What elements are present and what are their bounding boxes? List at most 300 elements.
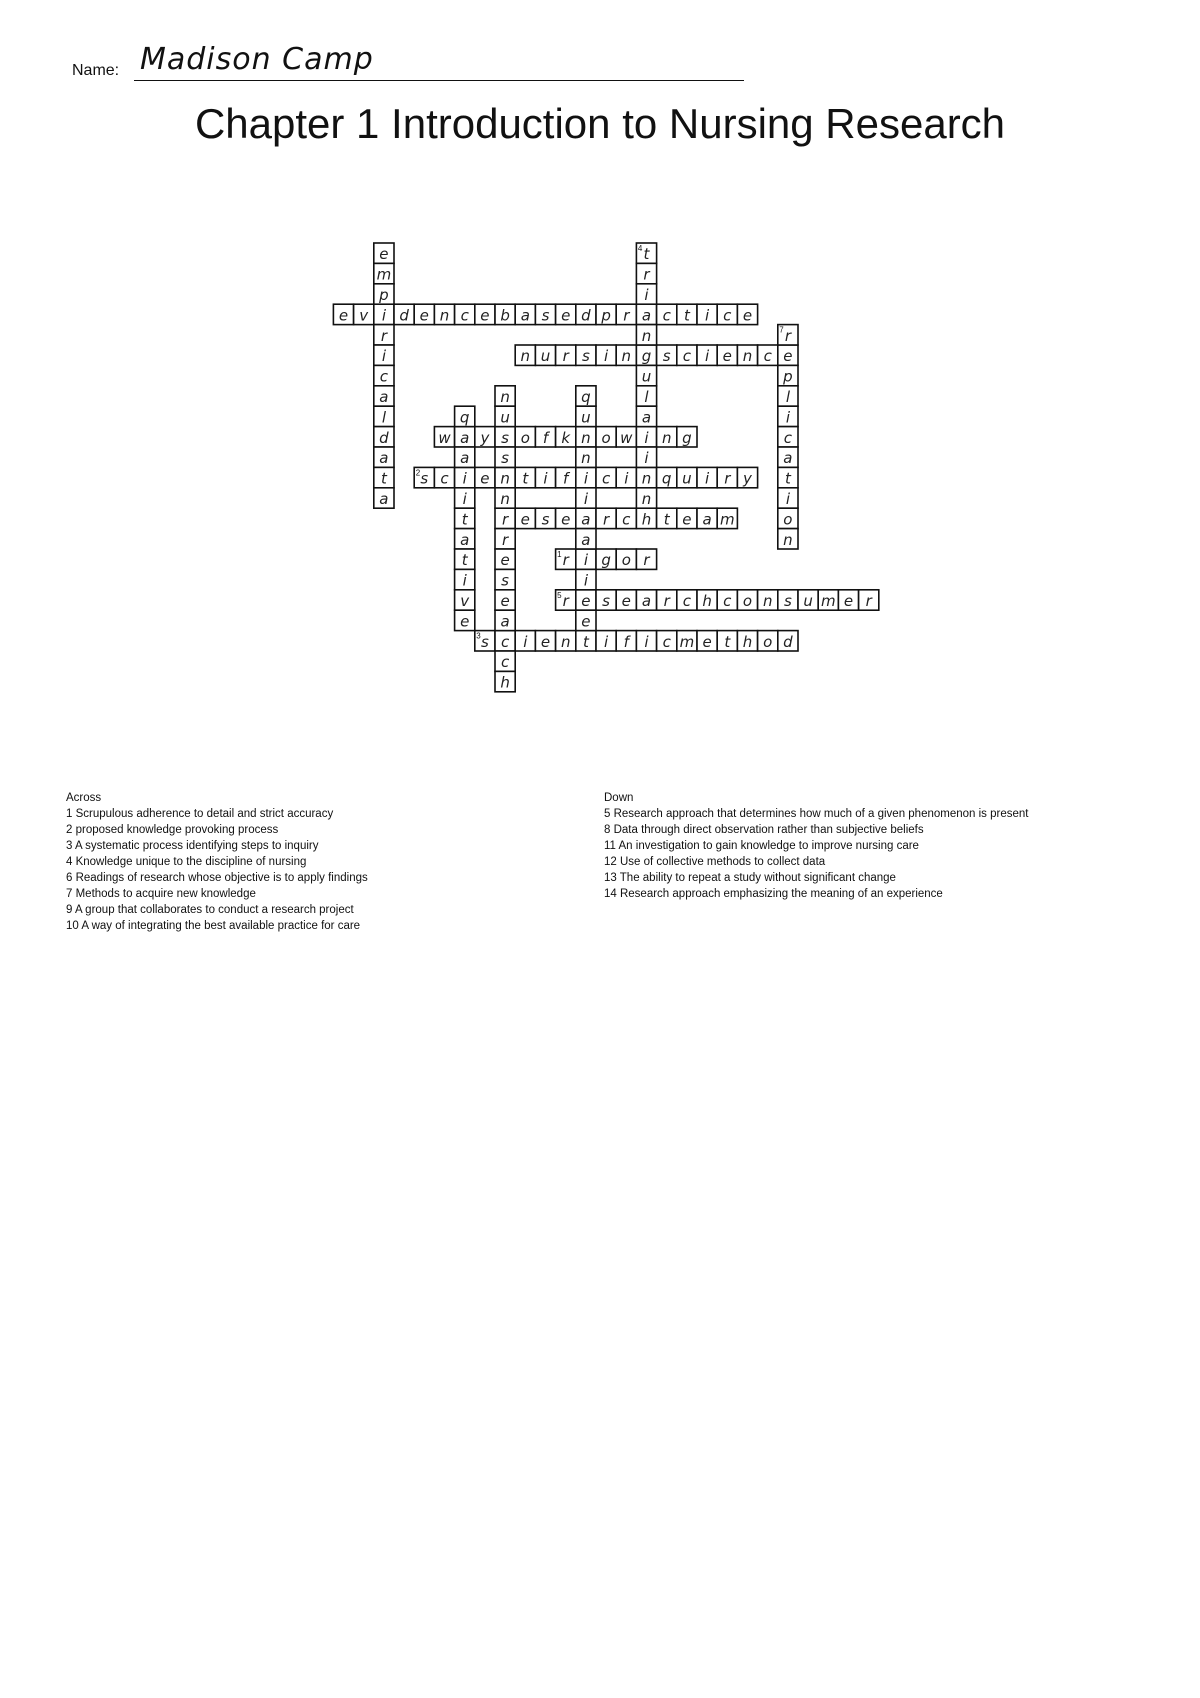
cell-letter: u	[500, 408, 510, 427]
grid-cell[interactable]	[778, 508, 798, 528]
grid-cell[interactable]	[455, 447, 475, 467]
cell-letter: y	[743, 469, 752, 488]
cell-letter: b	[500, 306, 510, 325]
grid-cell[interactable]	[394, 304, 414, 324]
cell-letter: n	[783, 530, 793, 549]
grid-cell[interactable]	[495, 488, 515, 508]
cell-letter: n	[581, 428, 591, 447]
clue-number: 5	[557, 590, 562, 600]
grid-cell[interactable]	[798, 590, 818, 610]
cell-letter: t	[643, 245, 650, 264]
grid-cell[interactable]	[778, 365, 798, 385]
cell-letter: n	[621, 347, 632, 366]
grid-cell[interactable]	[636, 406, 656, 426]
cell-letter: f	[623, 632, 629, 651]
grid-cell[interactable]	[636, 365, 656, 385]
clue-number: 1	[557, 550, 562, 559]
grid-cell[interactable]	[535, 304, 555, 324]
cell-letter: s	[783, 592, 792, 610]
cell-letter: s	[501, 449, 510, 468]
grid-cell[interactable]	[596, 467, 616, 487]
grid-cell[interactable]	[556, 467, 576, 487]
cell-letter: n	[641, 490, 652, 508]
grid-cell[interactable]	[455, 304, 475, 324]
cell-letter: s	[541, 306, 550, 325]
cell-letter: r	[724, 469, 731, 488]
grid-cell[interactable]	[495, 304, 515, 324]
grid-cell[interactable]	[778, 467, 798, 487]
cell-letter: c	[763, 347, 772, 366]
cell-letter: e	[379, 245, 389, 264]
cell-letter: e	[500, 592, 510, 610]
grid-cell[interactable]	[515, 304, 535, 324]
grid-cell[interactable]	[374, 427, 394, 447]
cell-letter: s	[501, 428, 510, 447]
grid-cell[interactable]	[576, 508, 596, 528]
grid-cell[interactable]	[636, 243, 656, 263]
grid-cell[interactable]	[495, 529, 515, 549]
grid-cell[interactable]	[616, 467, 636, 487]
grid-cell[interactable]	[374, 447, 394, 467]
grid-cell[interactable]	[596, 590, 616, 610]
cell-letter: a	[379, 449, 389, 468]
grid-cell[interactable]	[556, 590, 576, 610]
cell-letter: r	[643, 551, 650, 570]
grid-cell[interactable]	[657, 304, 677, 324]
cell-letter: t	[461, 510, 468, 529]
cell-letter: e	[621, 592, 631, 610]
grid-cell[interactable]	[374, 345, 394, 365]
grid-cell[interactable]	[697, 508, 717, 528]
grid-cell[interactable]	[636, 488, 656, 508]
grid-cell[interactable]	[677, 508, 697, 528]
across-clue: 9 A group that collaborates to conduct a research project	[66, 904, 354, 916]
grid-cell[interactable]	[576, 345, 596, 365]
grid-cell[interactable]	[636, 447, 656, 467]
cell-letter: t	[724, 632, 731, 651]
grid-cell[interactable]	[495, 631, 515, 651]
cell-letter: i	[583, 490, 588, 508]
across-clue: 3 A systematic process identifying steps to inquiry	[66, 840, 319, 852]
cell-letter: i	[462, 469, 467, 488]
grid-cell[interactable]	[455, 508, 475, 528]
grid-cell[interactable]	[596, 427, 616, 447]
cell-letter: r	[502, 510, 509, 529]
grid-cell[interactable]	[697, 345, 717, 365]
down-clue: 14 Research approach emphasizing the meaning of an experience	[604, 888, 943, 900]
grid-cell[interactable]	[657, 427, 677, 447]
cell-letter: a	[581, 510, 591, 529]
grid-cell[interactable]	[576, 304, 596, 324]
cell-letter: t	[784, 469, 791, 488]
grid-cell[interactable]	[556, 631, 576, 651]
grid-cell[interactable]	[616, 508, 636, 528]
grid-cell[interactable]	[636, 325, 656, 345]
grid-cell[interactable]	[697, 590, 717, 610]
grid-cell[interactable]	[576, 590, 596, 610]
cell-letter: p	[783, 367, 793, 386]
grid-cell[interactable]	[778, 590, 798, 610]
cell-letter: c	[440, 469, 449, 488]
cell-letter: c	[500, 653, 510, 672]
grid-cell[interactable]	[596, 508, 616, 528]
grid-cell[interactable]	[495, 406, 515, 426]
cell-letter: n	[661, 428, 672, 447]
grid-cell[interactable]	[677, 631, 697, 651]
grid-cell[interactable]	[616, 549, 636, 569]
grid-cell[interactable]	[636, 508, 656, 528]
cell-letter: w	[438, 428, 451, 447]
grid-cell[interactable]	[374, 365, 394, 385]
grid-cell[interactable]	[636, 427, 656, 447]
grid-cell[interactable]	[636, 386, 656, 406]
grid-cell[interactable]	[737, 345, 757, 365]
name-value[interactable]: Madison Camp	[140, 42, 374, 77]
clue-number: 3	[476, 631, 481, 641]
cell-letter: c	[662, 306, 671, 325]
grid-cell[interactable]	[495, 610, 515, 630]
grid-cell[interactable]	[616, 590, 636, 610]
cell-letter: c	[500, 632, 510, 651]
cell-letter: n	[520, 347, 531, 366]
cell-letter: n	[439, 306, 450, 325]
cell-letter: g	[682, 428, 692, 447]
grid-cell[interactable]	[576, 386, 596, 406]
grid-cell[interactable]	[657, 508, 677, 528]
page-title: Chapter 1 Introduction to Nursing Research	[194, 100, 1006, 147]
grid-cell[interactable]	[616, 345, 636, 365]
crossword-grid	[0, 0, 1200, 720]
cell-letter: i	[583, 551, 588, 570]
grid-cell[interactable]	[576, 529, 596, 549]
grid-cell[interactable]	[515, 467, 535, 487]
grid-cell[interactable]	[677, 590, 697, 610]
grid-cell[interactable]	[697, 631, 717, 651]
grid-cell[interactable]	[535, 508, 555, 528]
cell-letter: c	[682, 347, 692, 366]
cell-letter: c	[460, 306, 469, 325]
grid-cell[interactable]	[556, 549, 576, 569]
grid-cell[interactable]	[455, 488, 475, 508]
grid-cell[interactable]	[838, 590, 858, 610]
grid-cell[interactable]	[576, 569, 596, 589]
grid-cell[interactable]	[717, 467, 737, 487]
grid-cell[interactable]	[717, 590, 737, 610]
grid-cell[interactable]	[455, 610, 475, 630]
cell-letter: m	[820, 592, 836, 610]
grid-cell[interactable]	[515, 508, 535, 528]
cell-letter: i	[381, 306, 386, 325]
cell-letter: m	[376, 265, 392, 284]
grid-cell[interactable]	[576, 610, 596, 630]
cell-letter: a	[500, 612, 510, 631]
grid-cell[interactable]	[535, 427, 555, 447]
cell-letter: i	[785, 490, 790, 508]
cell-letter: i	[604, 347, 609, 366]
cell-letter: m	[679, 632, 695, 651]
grid-cell[interactable]	[859, 590, 879, 610]
cell-letter: p	[379, 286, 389, 304]
grid-cell[interactable]	[778, 529, 798, 549]
cell-letter: s	[420, 469, 429, 488]
grid-cell[interactable]	[374, 263, 394, 283]
grid-cell[interactable]	[374, 304, 394, 324]
cell-letter: u	[803, 592, 813, 610]
grid-cell[interactable]	[374, 284, 394, 304]
grid-cell[interactable]	[596, 549, 616, 569]
grid-cell[interactable]	[495, 427, 515, 447]
grid-cell[interactable]	[697, 467, 717, 487]
grid-cell[interactable]	[636, 345, 656, 365]
cell-letter: e	[500, 551, 510, 570]
grid-cell[interactable]	[556, 508, 576, 528]
cell-letter: t	[663, 510, 670, 529]
grid-cell[interactable]	[576, 467, 596, 487]
grid-cell[interactable]	[475, 631, 495, 651]
grid-cell[interactable]	[616, 427, 636, 447]
grid-cell[interactable]	[778, 488, 798, 508]
grid-cell[interactable]	[576, 488, 596, 508]
grid-cell[interactable]	[556, 345, 576, 365]
cell-letter: s	[602, 592, 611, 610]
grid-cell[interactable]	[717, 508, 737, 528]
grid-cell[interactable]	[495, 467, 515, 487]
grid-cell[interactable]	[636, 631, 656, 651]
cell-letter: e	[480, 306, 490, 325]
grid-cell[interactable]	[576, 631, 596, 651]
cell-letter: n	[500, 469, 510, 488]
grid-cell[interactable]	[455, 529, 475, 549]
grid-cell[interactable]	[677, 467, 697, 487]
grid-cell[interactable]	[636, 263, 656, 283]
grid-cell[interactable]	[495, 508, 515, 528]
cell-letter: r	[623, 306, 630, 325]
grid-cell[interactable]	[636, 590, 656, 610]
grid-cell[interactable]	[434, 304, 454, 324]
cell-letter: q	[661, 469, 672, 488]
cell-letter: i	[543, 469, 548, 488]
grid-cell[interactable]	[657, 467, 677, 487]
cell-letter: a	[702, 510, 712, 529]
cell-letter: u	[682, 469, 692, 488]
cell-letter: l	[785, 388, 790, 406]
grid-cell[interactable]	[495, 569, 515, 589]
grid-cell[interactable]	[576, 406, 596, 426]
grid-cell[interactable]	[717, 304, 737, 324]
grid-cell[interactable]	[697, 304, 717, 324]
down-clues	[604, 790, 1184, 902]
grid-cell[interactable]	[414, 467, 434, 487]
grid-cell[interactable]	[636, 284, 656, 304]
grid-cell[interactable]	[737, 631, 757, 651]
grid-cell[interactable]	[495, 651, 515, 671]
grid-cell[interactable]	[333, 304, 353, 324]
grid-cell[interactable]	[636, 549, 656, 569]
grid-cell[interactable]	[455, 427, 475, 447]
cell-letter: e	[520, 510, 530, 529]
across-clue: 4 Knowledge unique to the discipline of nursing	[66, 856, 307, 868]
grid-cell[interactable]	[717, 631, 737, 651]
cell-letter: d	[783, 632, 793, 651]
grid-cell[interactable]	[596, 631, 616, 651]
grid-cell[interactable]	[455, 467, 475, 487]
grid-cell[interactable]	[434, 427, 454, 447]
grid-cell[interactable]	[455, 569, 475, 589]
cell-letter: s	[480, 632, 489, 651]
cell-letter: i	[785, 408, 790, 427]
cell-letter: e	[742, 306, 753, 325]
grid-cell[interactable]	[515, 427, 535, 447]
cell-letter: i	[624, 469, 629, 488]
grid-cell[interactable]	[374, 325, 394, 345]
grid-cell[interactable]	[495, 549, 515, 569]
grid-cell[interactable]	[758, 590, 778, 610]
down-clue: 5 Research approach that determines how much of a given phenomenon is present	[604, 808, 1029, 820]
grid-cell[interactable]	[495, 590, 515, 610]
grid-cell[interactable]	[677, 304, 697, 324]
cell-letter: l	[381, 408, 386, 427]
grid-cell[interactable]	[475, 467, 495, 487]
grid-cell[interactable]	[374, 243, 394, 263]
cell-letter: s	[501, 571, 510, 590]
grid-cell[interactable]	[374, 467, 394, 487]
cell-letter: i	[644, 449, 649, 468]
grid-cell[interactable]	[758, 631, 778, 651]
grid-cell[interactable]	[778, 447, 798, 467]
cell-letter: y	[480, 428, 490, 447]
grid-cell[interactable]	[515, 345, 535, 365]
cell-letter: c	[682, 592, 692, 610]
grid-cell[interactable]	[475, 304, 495, 324]
cell-letter: r	[784, 326, 791, 345]
grid-cell[interactable]	[576, 549, 596, 569]
grid-cell[interactable]	[556, 427, 576, 447]
grid-cell[interactable]	[778, 427, 798, 447]
cell-letter: r	[643, 265, 650, 284]
across-clue: 6 Readings of research whose objective is to apply findings	[66, 872, 368, 884]
cell-letter: f	[563, 469, 569, 488]
cell-letter: r	[502, 530, 509, 549]
cell-letter: i	[644, 428, 649, 447]
grid-cell[interactable]	[596, 345, 616, 365]
cell-letter: c	[601, 469, 611, 488]
grid-cell[interactable]	[455, 406, 475, 426]
grid-cell[interactable]	[455, 549, 475, 569]
grid-cell[interactable]	[778, 386, 798, 406]
cell-letter: n	[742, 347, 753, 366]
grid-cell[interactable]	[535, 467, 555, 487]
cell-letter: n	[581, 449, 591, 468]
cell-letter: n	[560, 632, 571, 651]
grid-cell[interactable]	[636, 467, 656, 487]
grid-cell[interactable]	[657, 631, 677, 651]
cell-letter: a	[520, 306, 530, 325]
cell-letter: a	[379, 388, 389, 406]
grid-cell[interactable]	[616, 304, 636, 324]
grid-cell[interactable]	[778, 406, 798, 426]
clue-number: 4	[637, 244, 643, 253]
cell-letter: n	[641, 469, 652, 488]
clue-number: 7	[779, 325, 784, 335]
cell-letter: e	[480, 469, 490, 488]
grid-cell[interactable]	[758, 345, 778, 365]
cell-letter: i	[705, 306, 710, 325]
grid-cell[interactable]	[778, 345, 798, 365]
cell-letter: w	[620, 428, 633, 447]
cell-letter: c	[723, 306, 732, 325]
cell-letter: e	[561, 510, 571, 529]
grid-cell[interactable]	[636, 304, 656, 324]
cell-letter: r	[603, 510, 610, 529]
grid-cell[interactable]	[374, 386, 394, 406]
grid-cell[interactable]	[737, 467, 757, 487]
down-clue: 12 Use of collective methods to collect data	[604, 856, 826, 868]
cell-letter: q	[581, 388, 591, 406]
cell-letter: a	[379, 490, 389, 508]
across-clue: 2 proposed knowledge provoking process	[66, 824, 279, 836]
across-clues	[66, 790, 586, 934]
grid-cell[interactable]	[657, 590, 677, 610]
grid-cell[interactable]	[354, 304, 374, 324]
grid-cell[interactable]	[818, 590, 838, 610]
cell-letter: r	[380, 326, 387, 345]
grid-cell[interactable]	[677, 427, 697, 447]
grid-cell[interactable]	[657, 345, 677, 365]
cell-letter: r	[562, 592, 569, 610]
cell-letter: h	[702, 592, 712, 610]
grid-cell[interactable]	[374, 488, 394, 508]
cell-letter: e	[338, 306, 349, 325]
grid-cell[interactable]	[414, 304, 434, 324]
cell-letter: o	[601, 428, 611, 447]
grid-cell[interactable]	[677, 345, 697, 365]
cell-letter: o	[742, 592, 753, 610]
down-clue: 11 An investigation to gain knowledge to improve nursing care	[604, 840, 919, 852]
cell-letter: d	[399, 306, 409, 325]
grid-cell[interactable]	[535, 631, 555, 651]
grid-cell[interactable]	[475, 427, 495, 447]
grid-cell[interactable]	[495, 386, 515, 406]
grid-cell[interactable]	[737, 590, 757, 610]
cell-letter: n	[641, 326, 652, 345]
cell-letter: i	[705, 347, 710, 366]
grid-cell[interactable]	[374, 406, 394, 426]
grid-cell[interactable]	[576, 447, 596, 467]
cell-letter: e	[682, 510, 692, 529]
grid-cell[interactable]	[616, 631, 636, 651]
grid-cell[interactable]	[495, 447, 515, 467]
grid-cell[interactable]	[434, 467, 454, 487]
cell-letter: v	[460, 592, 470, 610]
grid-cell[interactable]	[556, 304, 576, 324]
grid-cell[interactable]	[535, 345, 555, 365]
grid-cell[interactable]	[515, 631, 535, 651]
across-heading: Across	[66, 792, 102, 804]
cell-letter: d	[581, 306, 591, 325]
grid-cell[interactable]	[778, 631, 798, 651]
cell-letter: a	[581, 530, 591, 549]
cell-letter: e	[419, 306, 429, 325]
grid-cell[interactable]	[576, 427, 596, 447]
grid-cell[interactable]	[596, 304, 616, 324]
grid-cell[interactable]	[737, 304, 757, 324]
cell-letter: k	[561, 428, 571, 447]
grid-cell[interactable]	[455, 590, 475, 610]
cell-letter: a	[460, 530, 470, 549]
grid-cell[interactable]	[495, 671, 515, 691]
grid-cell[interactable]	[717, 345, 737, 365]
grid-cell[interactable]	[778, 325, 798, 345]
